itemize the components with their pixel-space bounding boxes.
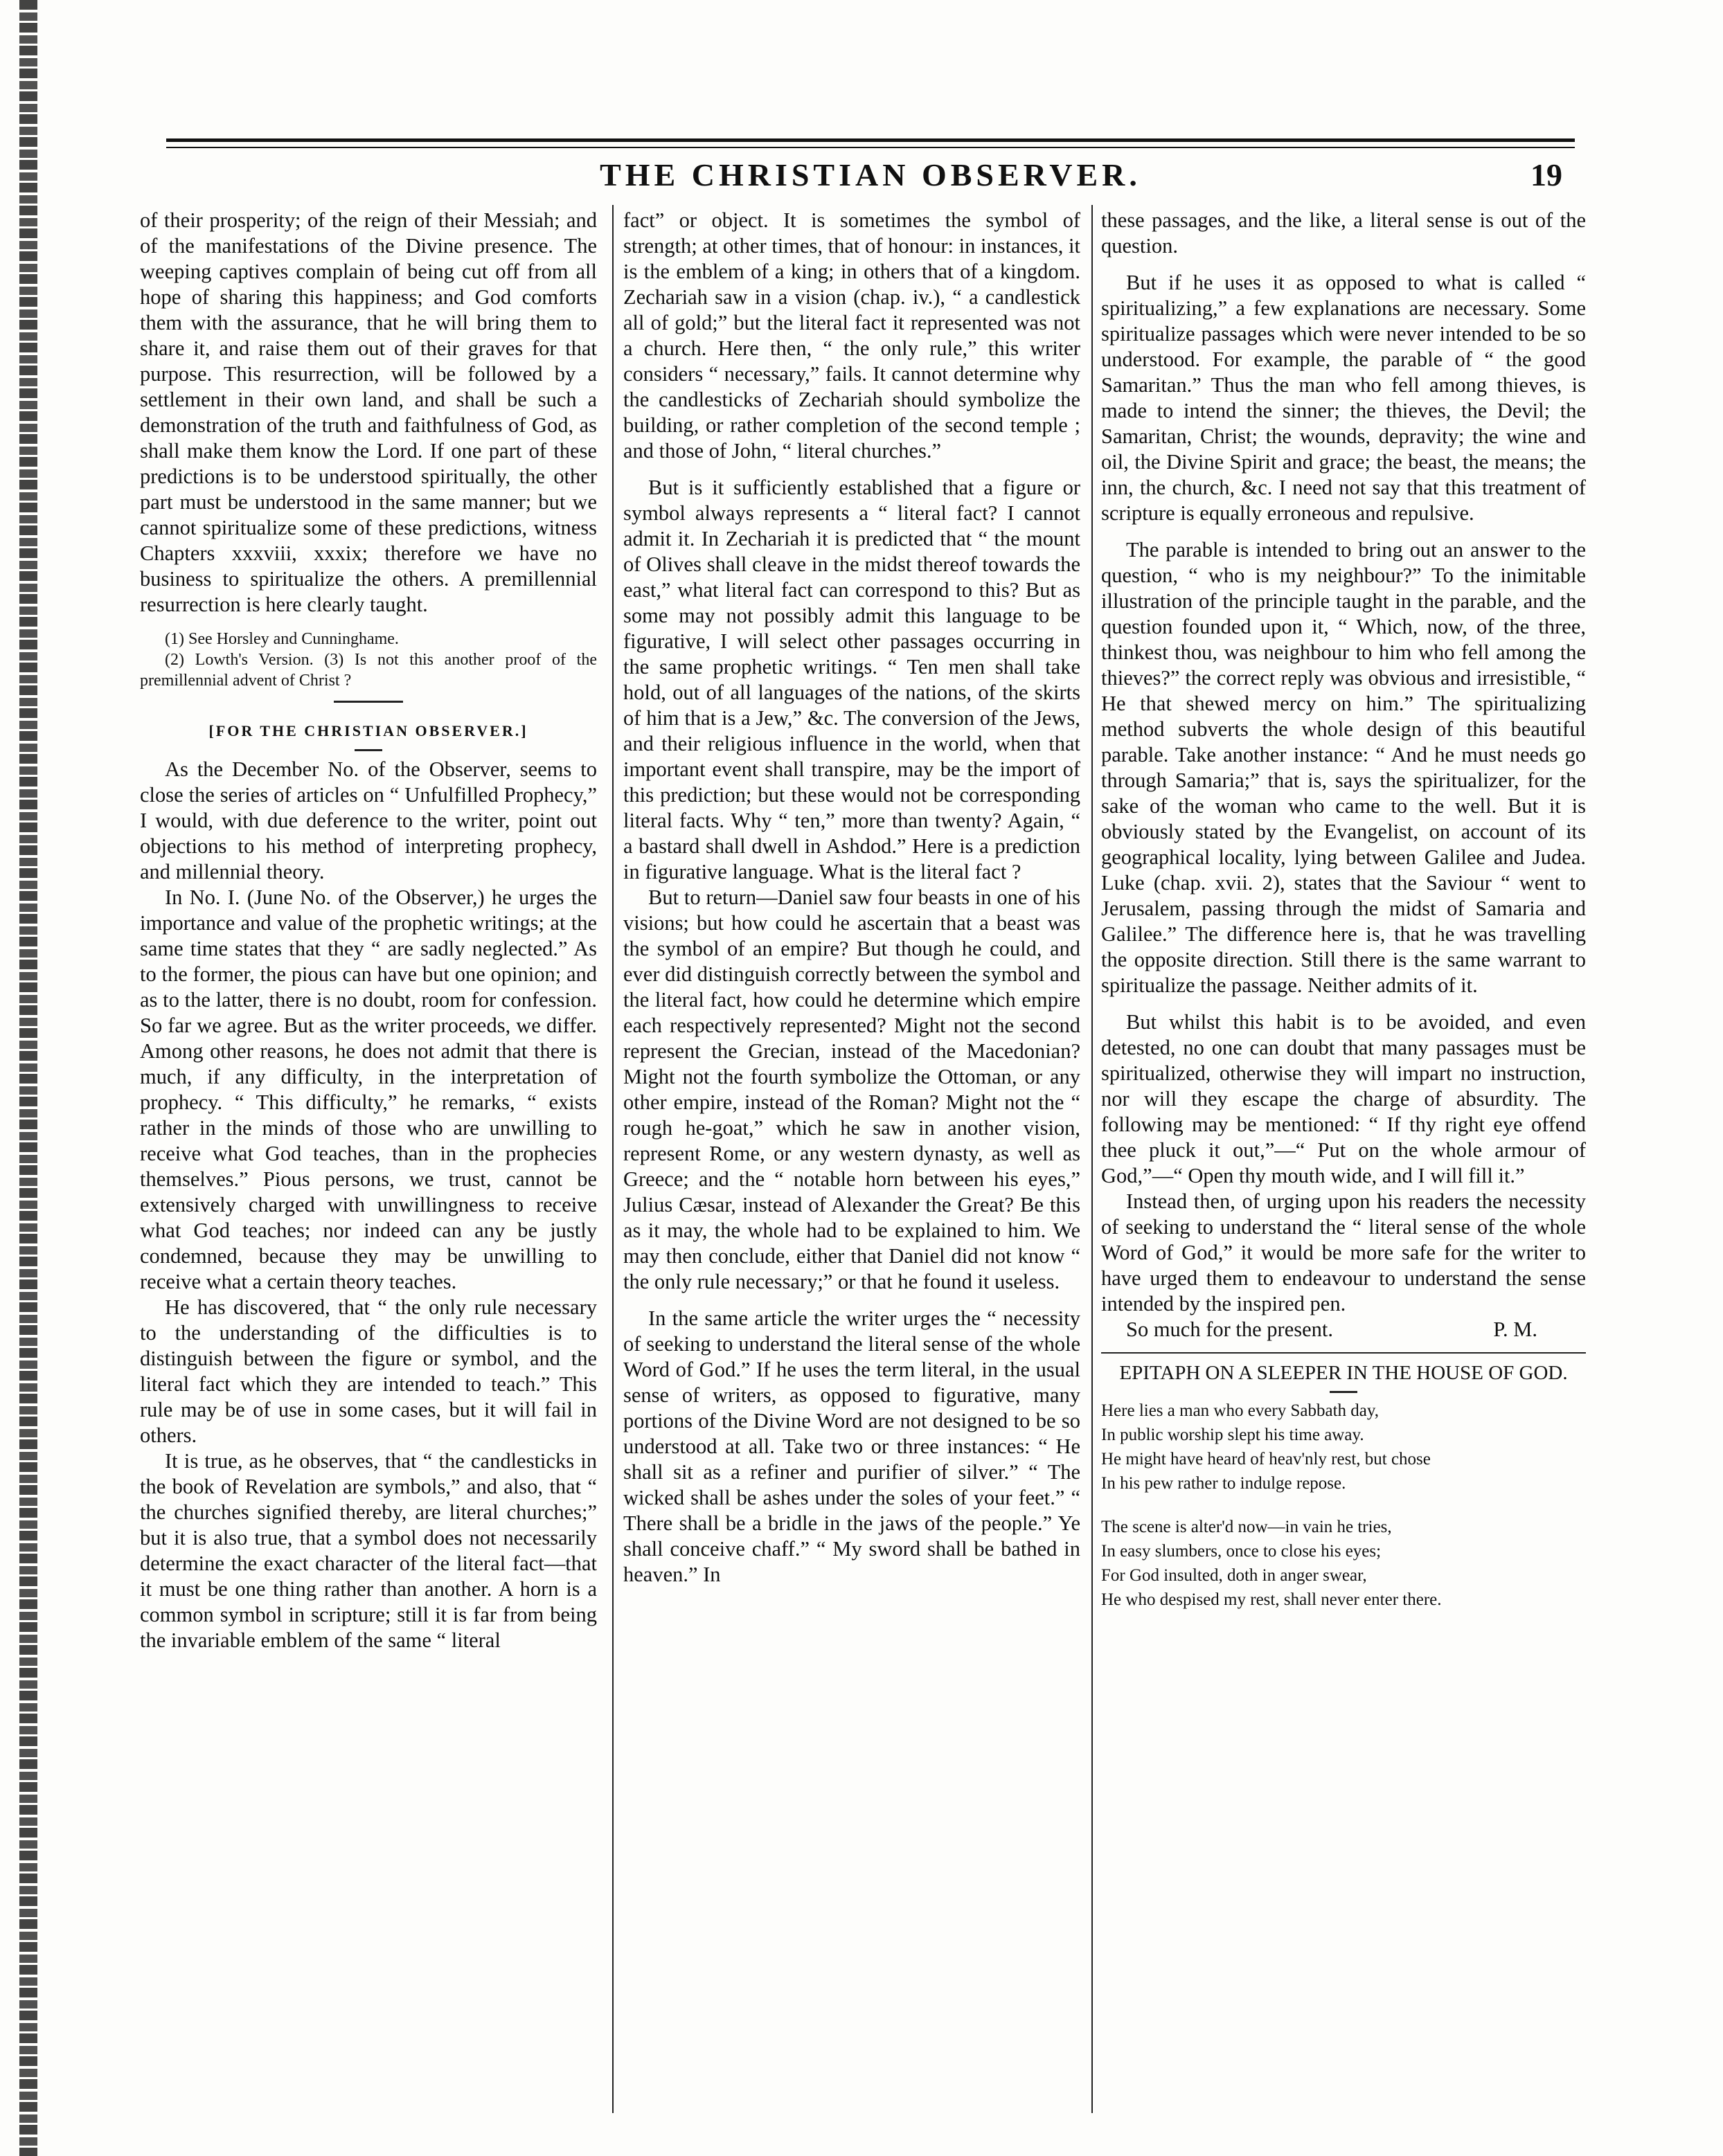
paragraph: The parable is intended to bring out an answer to the question, “ who is my neighbour?” To the inimitable illustration of the principle taught in the parable, and the question founded upon it, “ Which, now, of the three, thinkest thou, was neighbour to him who fell among the thieves?” the correct reply was obvious and irresistible, “ He that shewed mercy on him.” The spiritualizing method subverts the whole design of this beautiful parable. Take another instance: “ And he must needs go through Samaria;” that is, says the spiritualizer, for the sake of the woman who came to the well. But it is obviously stated by the Evangelist, on account of its geographical locality, lying between Galilee and Judea. Luke (chap. xvii. 2), states that the Saviour “ went to Jerusalem, passing through the midst of Samaria and Galilee.” The difference here is, that he was travelling the opposite direction. Still there is the same warrant to spiritualize the passage. Neither admits of it. — [1101, 538, 1586, 997]
footnote: (2) Lowth's Version. (3) Is not this another proof of the premillennial advent of Christ ? — [140, 651, 597, 690]
poem-line: In easy slumbers, once to close his eyes; — [1101, 1542, 1382, 1561]
column-2 — [623, 208, 1080, 1588]
section-divider — [334, 701, 403, 703]
paragraph: But if he uses it as opposed to what is called “ spiritualizing,” a few explanations are necessary. Some spiritualize passages which were never intended to be so understood. For example, the parable of “ the good Samaritan.” Thus the man who fell among thieves, is made to intend the sinner; the thieves, the Devil; the Samaritan, Christ; the wounds, depravity; the wine and oil, the Divine Spirit and grace; the beast, the means; the inn, the church, &c. I need not say that this treatment of scripture is equally erroneous and repulsive. — [1101, 271, 1586, 525]
running-title: THE CHRISTIAN OBSERVER. — [600, 157, 1141, 192]
header-rule-thick — [166, 138, 1575, 142]
epitaph-stanza-1 — [1101, 1399, 1586, 1495]
scanned-page-edge — [19, 0, 37, 2156]
epitaph-title-rule — [1330, 1391, 1357, 1393]
column-1 — [140, 208, 597, 1653]
footnote: (1) See Horsley and Cunninghame. — [165, 630, 399, 648]
column-divider-2 — [1091, 205, 1093, 2113]
paragraph: As the December No. of the Observer, seems to close the series of articles on “ Unfulfilled Prophecy,” I would, with due deference to the writer, point out objections to his method of interpreting prophecy, and millennial theory. — [140, 757, 597, 883]
closing-text: So much for the present. — [1126, 1318, 1333, 1341]
poem-line: He who despised my rest, shall never enter there. — [1101, 1590, 1442, 1609]
poem-line: The scene is alter'd now—in vain he tries, — [1101, 1518, 1392, 1536]
poem-line: He might have heard of heav'nly rest, but chose — [1101, 1450, 1431, 1468]
epitaph-stanza-2 — [1101, 1515, 1586, 1612]
poem-line: For God insulted, doth in anger swear, — [1101, 1566, 1367, 1585]
poem-line: Here lies a man who every Sabbath day, — [1101, 1401, 1380, 1420]
paragraph: of their prosperity; of the reign of their Messiah; and of the manifestations of the Divine presence. The weeping captives complain of being cut off from all hope of sharing this happiness; and God comforts them with the assurance, that he will bring them to share it, and raise them out of their graves for that purpose. This resurrection, will be followed by a settlement in their own land, and shall be such a demonstration of the truth and faithfulness of God, as shall make them know the Lord. If one part of these predictions is to be understood spiritually, the other part must be understood in the same manner; but we cannot spiritualize some of these predictions, witness Chapters xxxviii, xxxix; therefore we have no business to spiritualize the others. A premillennial resurrection is here clearly taught. — [140, 208, 597, 616]
paragraph: Instead then, of urging upon his readers the necessity of seeking to understand the “ literal sense of the whole Word of God,” it would be more safe for the writer to have urged them to endeavour to understand the sense intended by the inspired pen. — [1101, 1189, 1586, 1315]
heading-rule — [355, 749, 382, 751]
paragraph: He has discovered, that “ the only rule necessary to the understanding of the difficulties is to distinguish between the figure or symbol, and the literal fact which they are intended to teach.” This rule may be of use in some cases, but it will fail in others. — [140, 1295, 597, 1447]
paragraph: fact” or object. It is sometimes the symbol of strength; at other times, that of honour: in instances, it is the emblem of a king; in others that of a kingdom. Zechariah saw in a vision (chap. iv.), “ a candlestick all of gold;” but the literal fact it represented was not a church. Here then, “ the only rule,” this writer considers “ necessary,” fails. It cannot determine why the candlesticks of Zechariah should symbolize the building, or rather completion of the second temple ; and those of John, “ literal churches.” — [623, 208, 1080, 462]
signature: P. M. — [1493, 1318, 1537, 1341]
section-heading: [FOR THE CHRISTIAN OBSERVER.] — [208, 722, 528, 739]
closing-line — [1101, 1317, 1586, 1342]
header-rule-thin — [166, 147, 1575, 148]
epitaph-rule — [1101, 1352, 1586, 1354]
paragraph: these passages, and the like, a literal sense is out of the question. — [1101, 208, 1586, 258]
poem-line: In public worship slept his time away. — [1101, 1426, 1364, 1444]
page-number: 19 — [1530, 157, 1562, 192]
paragraph: It is true, as he observes, that “ the candlesticks in the book of Revelation are symbols,” and also, that “ the churches signified thereby, are literal churches;” but it is also true, that a symbol does not necessarily determine the exact character of the literal fact—that it must be one thing rather than another. A horn is a common symbol in scripture; still it is far from being the invariable emblem of the same “ literal — [140, 1449, 597, 1652]
epitaph-title: EPITAPH ON A SLEEPER IN THE HOUSE OF GOD. — [1119, 1362, 1568, 1384]
paragraph: In the same article the writer urges the “ necessity of seeking to understand the literal sense of the whole Word of God.” If he uses the term literal, in the usual sense of writers, as opposed to figurative, many portions of the Divine Word are not designed to be so understood at all. Take two or three instances: “ He shall sit as a refiner and purifier of silver.” “ The wicked shall be ashes under the soles of your feet.” “ There shall be a bridle in the jaws of the people.” Ye shall conceive chaff.” “ My sword shall be bathed in heaven.” In — [623, 1306, 1080, 1586]
poem-line: In his pew rather to indulge repose. — [1101, 1474, 1346, 1493]
paragraph: But whilst this habit is to be avoided, and even detested, no one can doubt that many passages must be spiritualized, otherwise they will impart no instruction, nor will they escape the charge of absurdity. The following may be mentioned: “ If thy right eye offend thee pluck it out,”—“ Put on the whole armour of God,”—“ Open thy mouth wide, and I will fill it.” — [1101, 1010, 1586, 1187]
column-3 — [1101, 208, 1586, 1612]
column-divider-1 — [612, 205, 614, 2113]
paragraph: But to return—Daniel saw four beasts in one of his visions; but how could he ascertain that a beast was the symbol of an empire? But though he could, and ever did distinguish correctly between the symbol and the literal fact, how could he determine which empire each respectively represented? Might not the second represent the Grecian, instead of the Macedonian? Might not the fourth symbolize the Ottoman, or any other empire, instead of the Roman? Might not the “ rough he-goat,” which he saw in another vision, represent Rome, or any western dynasty, as well as Greece; and the “ notable horn between his eyes,” Julius Cæsar, instead of Alexander the Great? Be this as it may, the whole had to be explained to him. We may then conclude, either that Daniel did not know “ the only rule necessary;” or that he found it useless. — [623, 886, 1080, 1293]
paragraph: But is it sufficiently established that a figure or symbol always represents a “ literal fact? I cannot admit it. In Zechariah it is predicted that “ the mount of Olives shall cleave in the midst thereof towards the east,” what literal fact can correspond to this? But as some may not possibly admit this language to be figurative, I will select other passages occurring in the same prophetic writings. “ Ten men shall take hold, out of all languages of the nations, of the skirts of him that is a Jew,” &c. The conversion of the Jews, and their religious influence in the world, when that important event shall transpire, may be the import of this prediction; but these would not be corresponding literal facts. Why “ ten,” more than twenty? Again, “ a bastard shall dwell in Ashdod.” Here is a prediction in figurative language. What is the literal fact ? — [623, 476, 1080, 883]
page-header — [166, 154, 1575, 199]
paragraph: In No. I. (June No. of the Observer,) he urges the importance and value of the prophetic writings; at the same time states that they “ are sadly neglected.” As to the former, the pious can have but one opinion; and as to the latter, there is no doubt, room for confession. So far we agree. But as the writer proceeds, we differ. Among other reasons, he does not admit that there is much, if any difficulty, in the interpretation of prophecy. “ This difficulty,” he remarks, “ exists rather in the minds of those who are unwilling to receive what God teaches, than in the prophecies themselves.” Pious persons, we trust, cannot be extensively charged with unwillingness to receive what God teaches; nor indeed can any be justly condemned, because they may be unwilling to receive what a certain theory teaches. — [140, 886, 597, 1293]
